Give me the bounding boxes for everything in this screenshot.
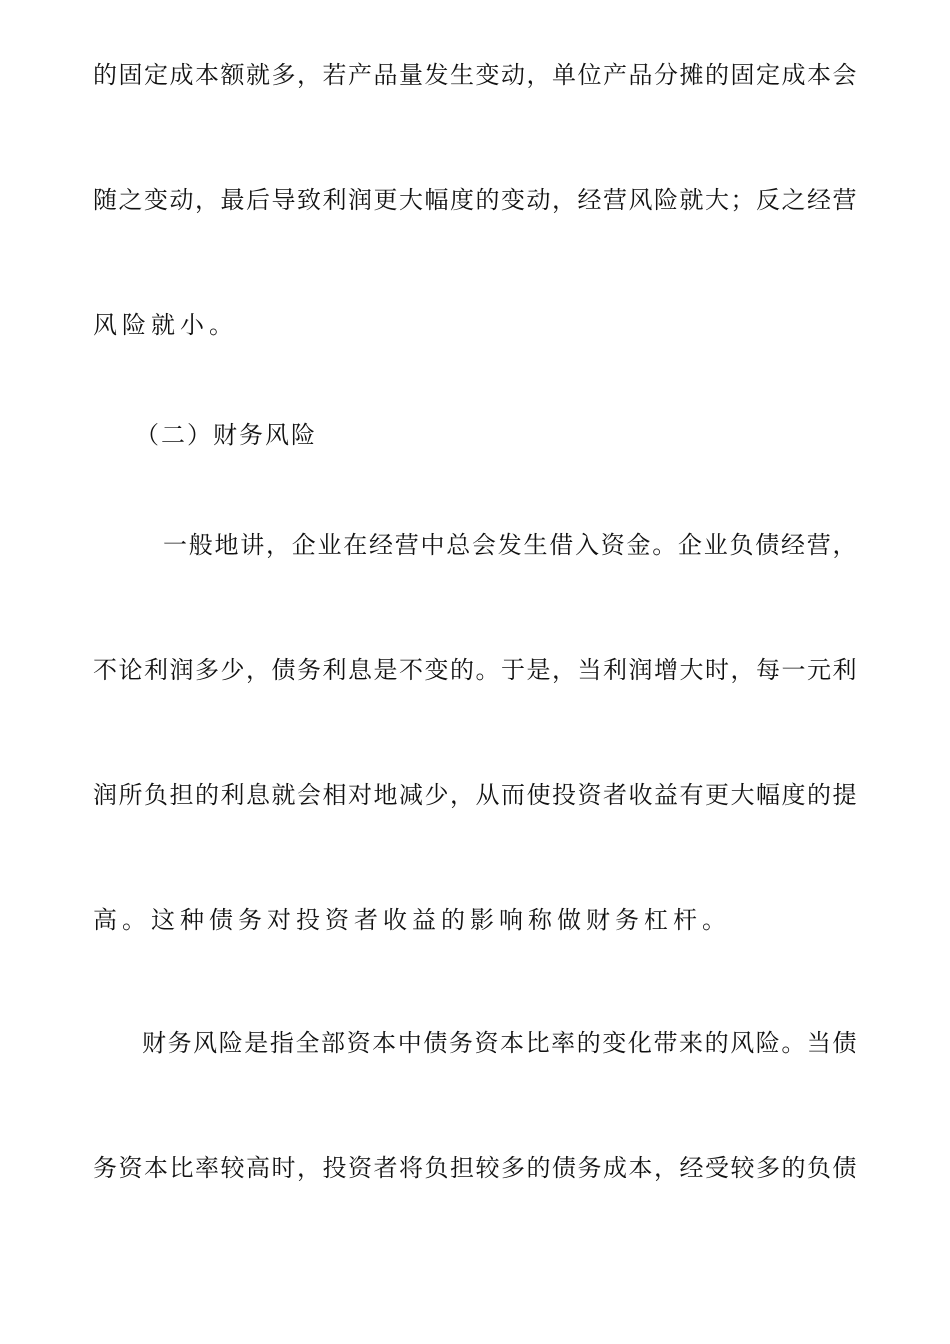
text-line: 不论利润多少，债务利息是不变的。于是，当利润增大时，每一元利 [93,656,857,684]
text-line: 务资本比率较高时，投资者将负担较多的债务成本，经受较多的负债 [93,1154,857,1182]
text-line: 的固定成本额就多，若产品量发生变动，单位产品分摊的固定成本会 [93,61,857,89]
section-heading: （二）财务风险 [135,421,317,449]
text-line: 一般地讲，企业在经营中总会发生借入资金。企业负债经营， [163,531,857,559]
text-line: 高。这种债务对投资者收益的影响称做财务杠杆。 [93,906,731,934]
text-line: 随之变动，最后导致利润更大幅度的变动，经营风险就大；反之经营 [93,186,857,214]
text-line: 风险就小。 [93,311,238,339]
text-line: 润所负担的利息就会相对地减少，从而使投资者收益有更大幅度的提 [93,781,857,809]
text-line: 财务风险是指全部资本中债务资本比率的变化带来的风险。当债 [142,1029,857,1057]
